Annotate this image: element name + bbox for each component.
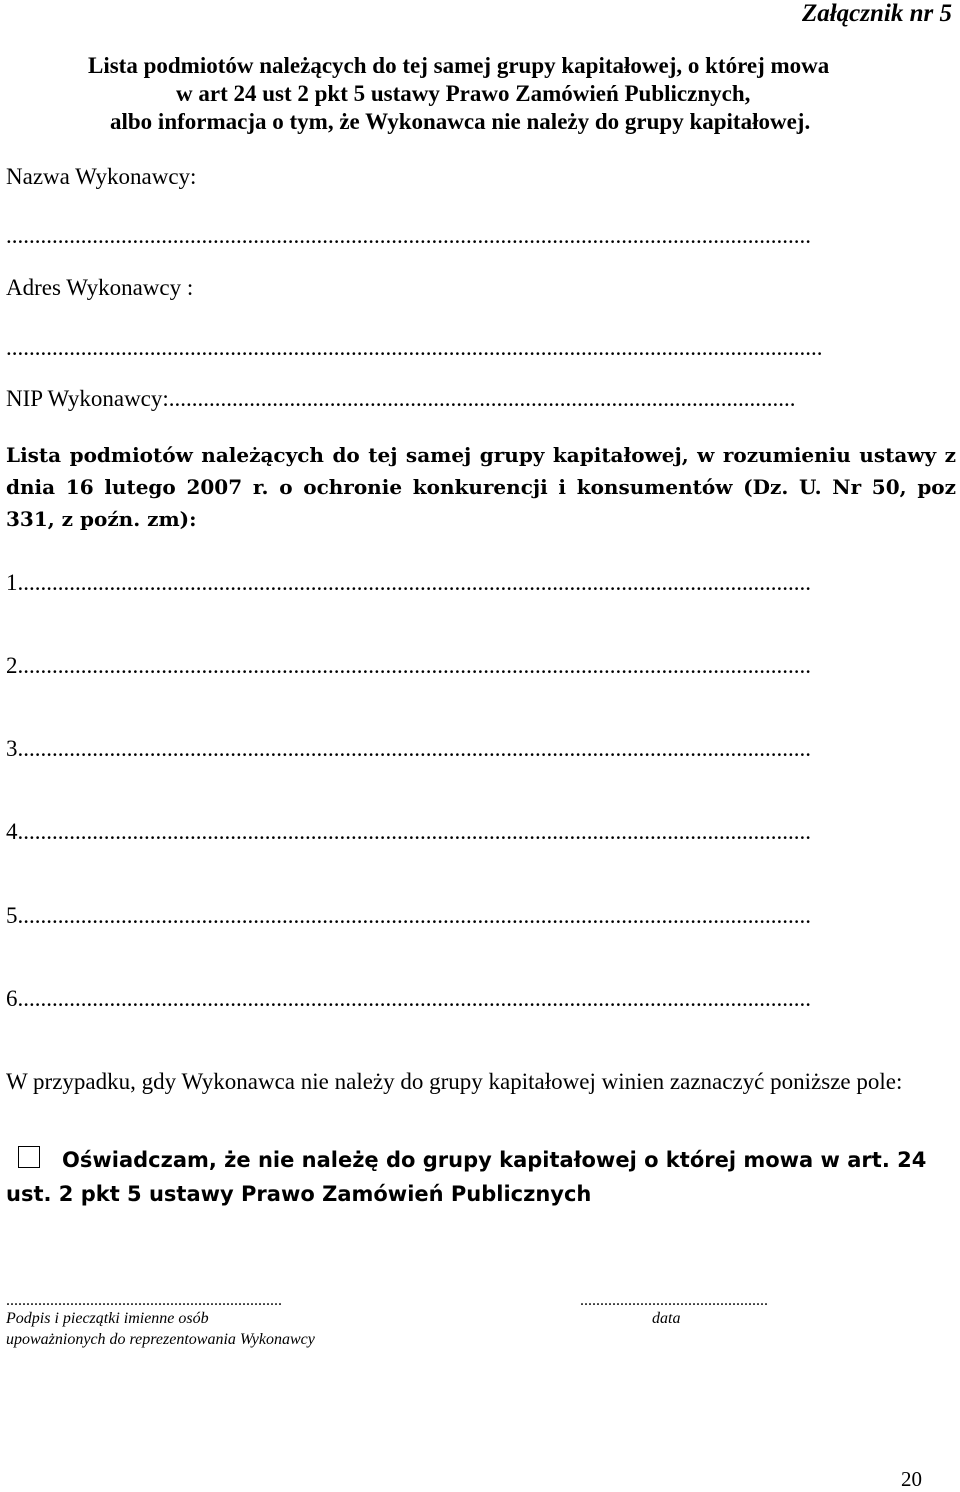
- contractor-name-field[interactable]: ............................................................................................................................................: [6, 223, 811, 248]
- signature-line[interactable]: .....................................................................: [6, 1292, 282, 1309]
- title-line-2: w art 24 ust 2 pkt 5 ustawy Prawo Zamówień Publicznych,: [176, 81, 751, 106]
- group-list-item-2[interactable]: 2..........................................................................................................................................: [6, 653, 811, 678]
- declaration-label: Oświadczam, że nie należę do grupy kapitałowej o której mowa w art. 24 ust. 2 pkt 5 ustawy Prawo Zamówień Publicznych: [6, 1148, 927, 1206]
- contractor-name-label: Nazwa Wykonawcy:: [6, 164, 197, 189]
- group-list-intro: Lista podmiotów należących do tej samej grupy kapitałowej, w rozumieniu ustawy z dnia 16 lutego 2007 r. o ochronie konkurencji i konsumentów (Dz. U. Nr 50, poz 331, z poźn. zm):: [6, 443, 956, 531]
- group-list-item-5[interactable]: 5..........................................................................................................................................: [6, 903, 811, 928]
- signature-caption-1: Podpis i pieczątki imienne osób: [6, 1310, 209, 1327]
- group-list-item-4[interactable]: 4..........................................................................................................................................: [6, 819, 811, 844]
- checkbox-instruction: W przypadku, gdy Wykonawca nie należy do grupy kapitałowej winien zaznaczyć poniższe pole:: [6, 1069, 903, 1094]
- group-list-item-6[interactable]: 6..........................................................................................................................................: [6, 986, 811, 1011]
- contractor-address-label: Adres Wykonawcy :: [6, 275, 194, 300]
- date-caption: data: [652, 1310, 681, 1327]
- contractor-nip-field[interactable]: NIP Wykonawcy:.............................................................................................................: [6, 386, 796, 411]
- page-number: 20: [901, 1467, 922, 1491]
- declaration-text: [6, 1143, 956, 1211]
- signature-caption-2: upoważnionych do reprezentowania Wykonawcy: [6, 1331, 315, 1348]
- attachment-label: Załącznik nr 5: [801, 0, 952, 27]
- date-line[interactable]: ...............................................: [580, 1292, 768, 1309]
- title-line-3: albo informacja o tym, że Wykonawca nie należy do grupy kapitałowej.: [110, 109, 811, 134]
- group-list-item-1[interactable]: 1..........................................................................................................................................: [6, 570, 811, 595]
- title-line-1: Lista podmiotów należących do tej samej grupy kapitałowej, o której mowa: [88, 53, 830, 78]
- contractor-address-field[interactable]: ..............................................................................................................................................: [6, 335, 823, 360]
- group-list-item-3[interactable]: 3..........................................................................................................................................: [6, 736, 811, 761]
